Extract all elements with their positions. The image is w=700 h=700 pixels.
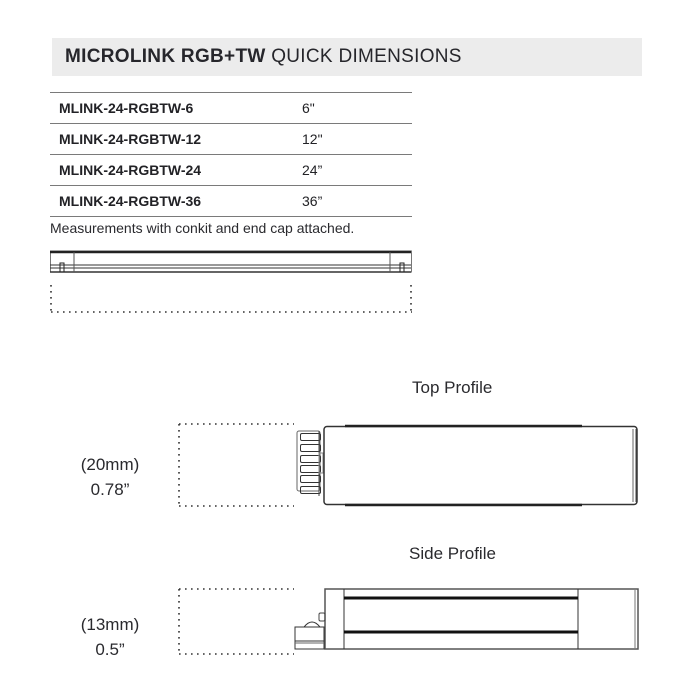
- top-profile-title: Top Profile: [412, 378, 493, 397]
- length-cell: 24”: [270, 155, 412, 186]
- strip-dotted-bracket: [51, 285, 412, 312]
- title-product: MICROLINK RGB+TW: [65, 46, 266, 67]
- model-cell: MLINK-24-RGBTW-36: [50, 186, 270, 217]
- side-profile-dimension: [60, 612, 160, 662]
- model-cell: MLINK-24-RGBTW-24: [50, 155, 270, 186]
- title-subtitle: QUICK DIMENSIONS: [271, 46, 462, 67]
- top-profile-inches: 0.78”: [90, 480, 130, 499]
- strip-outline: [50, 251, 412, 272]
- length-cell: 12": [270, 124, 412, 155]
- top-profile-drawing: [297, 426, 637, 505]
- side-profile-title: Side Profile: [409, 544, 496, 563]
- top-profile-dimension: [60, 452, 160, 502]
- length-cell: 6": [270, 93, 412, 124]
- measurement-note: Measurements with conkit and end cap attached.: [50, 220, 355, 236]
- top-profile-mm: (20mm): [80, 455, 140, 474]
- side-profile-mm: (13mm): [80, 615, 140, 634]
- model-cell: MLINK-24-RGBTW-6: [50, 93, 270, 124]
- side-profile-dotted-bracket: [179, 589, 294, 654]
- side-profile-drawing: [295, 589, 638, 649]
- top-profile-dotted-bracket: [179, 424, 294, 506]
- model-cell: MLINK-24-RGBTW-12: [50, 124, 270, 155]
- side-profile-inches: 0.5”: [95, 640, 125, 659]
- length-cell: 36”: [270, 186, 412, 217]
